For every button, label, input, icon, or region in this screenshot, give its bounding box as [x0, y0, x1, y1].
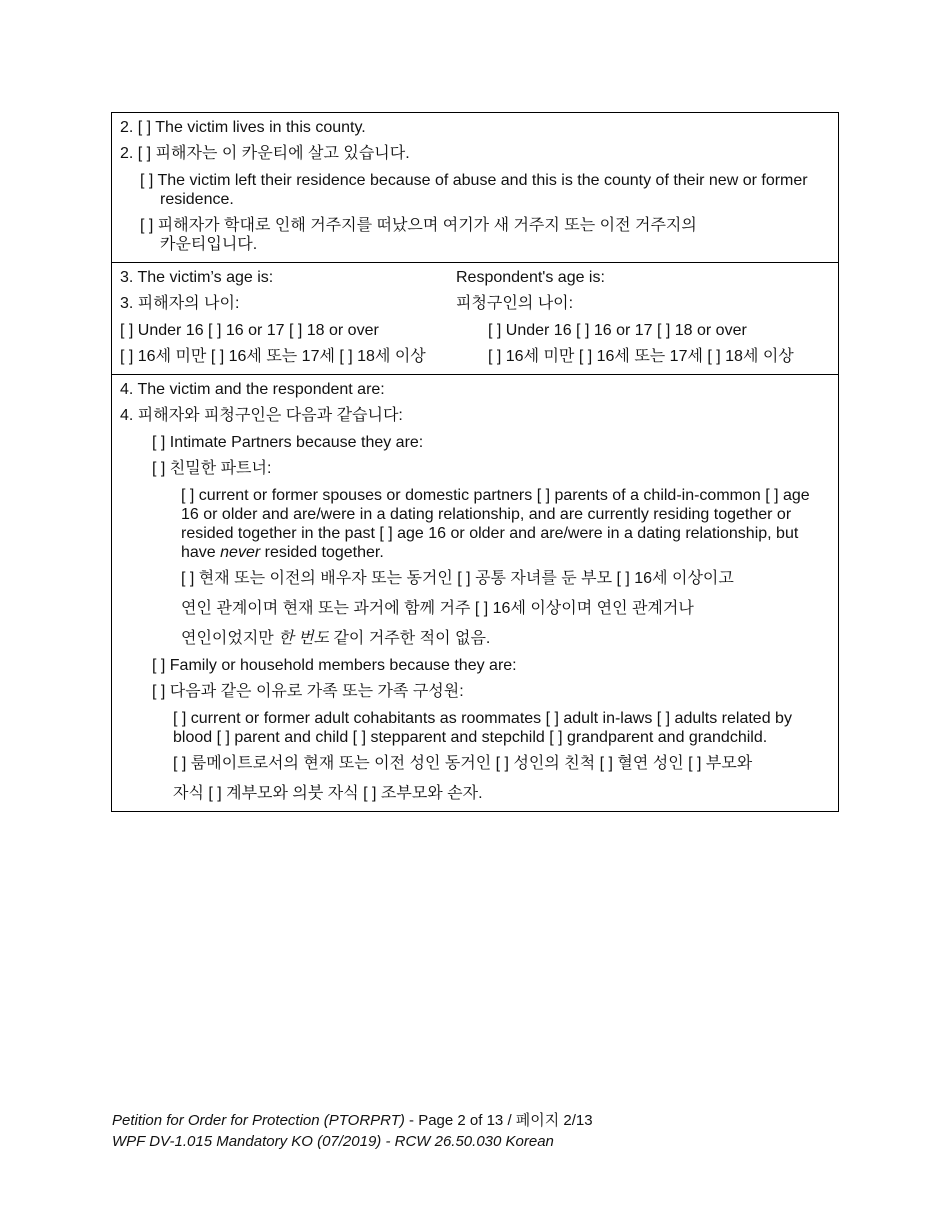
form-box — [111, 112, 839, 812]
intimate-partners-detail-en[interactable]: [ ] current or former spouses or domestic partners [ ] parents of a child-in-common [ ] age 16 or older and are/were in a dating relationship, and are currently residing together or resided together in the past [ ] age 16 or older and are/were in a dating relationship, but have never resided together. — [181, 487, 810, 561]
family-household-ko[interactable]: [ ] 다음과 같은 이유로 가족 또는 가족 구성원: — [152, 683, 464, 700]
victim-left-residence-ko[interactable]: [ ] 피해자가 학대로 인해 거주지를 떠났으며 여기가 새 거주지 또는 이전 거주지의 카운티입니다. — [140, 217, 697, 253]
page-footer — [112, 1110, 593, 1152]
victim-age-options-ko[interactable]: [ ] 16세 미만 [ ] 16세 또는 17세 [ ] 18세 이상 — [120, 348, 426, 365]
intimate-partners-detail-ko[interactable]: [ ] 현재 또는 이전의 배우자 또는 동거인 [ ] 공통 자녀를 둔 부모 [ ] 16세 이상이고 연인 관계이며 현재 또는 과거에 함께 거주 [ ] 16세 이상이며 연인 관계거나 연인이었지만 한 번도 같이 거주한 적이 없음. — [181, 570, 734, 647]
age-labels-en — [120, 266, 830, 291]
respondent-age-options-en[interactable]: [ ] Under 16 [ ] 16 or 17 [ ] 18 or over — [488, 322, 747, 339]
section-4 — [112, 374, 838, 811]
intimate-partners-ko[interactable]: [ ] 친밀한 파트너: — [152, 460, 272, 477]
relationship-heading-en: 4. The victim and the respondent are: — [120, 381, 385, 398]
footer-form-line: WPF DV-1.015 Mandatory KO (07/2019) - RCW 26.50.030 Korean — [112, 1133, 554, 1150]
victim-left-residence-en[interactable]: [ ] The victim left their residence because of abuse and this is the county of their new or former residence. — [140, 172, 808, 208]
intimate-partners-en[interactable]: [ ] Intimate Partners because they are: — [152, 434, 424, 451]
victim-lives-county-ko[interactable]: 2. [ ] 피해자는 이 카운티에 살고 있습니다. — [120, 145, 410, 162]
relationship-heading-ko: 4. 피해자와 피청구인은 다음과 같습니다: — [120, 407, 403, 424]
respondent-age-label-en: Respondent's age is: — [456, 269, 605, 286]
respondent-age-label-ko: 피청구인의 나이: — [456, 295, 574, 312]
section-3 — [112, 262, 838, 374]
victim-age-options-en[interactable]: [ ] Under 16 [ ] 16 or 17 [ ] 18 or over — [120, 322, 379, 339]
age-options-ko — [120, 344, 830, 372]
victim-lives-county-en[interactable]: 2. [ ] The victim lives in this county. — [120, 119, 366, 136]
section-2 — [112, 113, 838, 262]
victim-age-label-ko: 3. 피해자의 나이: — [120, 295, 240, 312]
age-labels-ko — [120, 291, 830, 319]
footer-title-line: Petition for Order for Protection (PTORPRT) - Page 2 of 13 / 페이지 2/13 — [112, 1112, 593, 1129]
family-household-detail-ko[interactable]: [ ] 룸메이트로서의 현재 또는 이전 성인 동거인 [ ] 성인의 친척 [ ] 혈연 성인 [ ] 부모와 자식 [ ] 계부모와 의붓 자식 [ ] 조부모와 손자. — [173, 755, 753, 802]
family-household-detail-en[interactable]: [ ] current or former adult cohabitants as roommates [ ] adult in-laws [ ] adults related by blood [ ] parent and child [ ] stepparent and stepchild [ ] grandparent and grandchild. — [173, 710, 792, 746]
age-options-en — [120, 319, 830, 344]
respondent-age-options-ko[interactable]: [ ] 16세 미만 [ ] 16세 또는 17세 [ ] 18세 이상 — [488, 348, 794, 365]
victim-age-label-en: 3. The victim’s age is: — [120, 269, 274, 286]
family-household-en[interactable]: [ ] Family or household members because they are: — [152, 657, 517, 674]
